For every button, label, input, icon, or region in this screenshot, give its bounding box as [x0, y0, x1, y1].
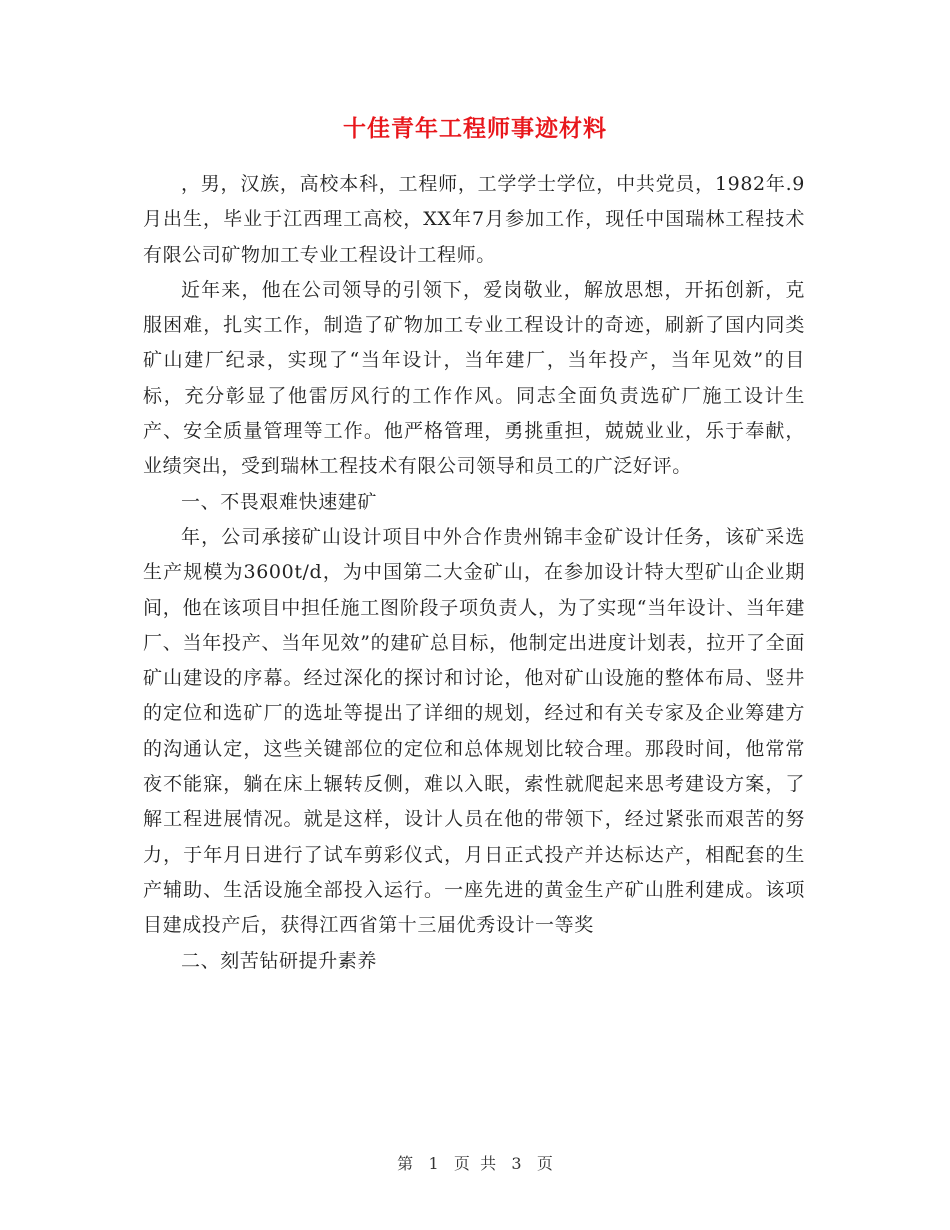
paragraph-intro: ，男，汉族，高校本科，工程师，工学学士学位，中共党员，1982年.9月出生，毕业于江西理工高校，XX年7月参加工作，现任中国瑞林工程技术有限公司矿物加工专业工程设计工程师。 [143, 173, 805, 266]
footer-suffix: 页 [536, 1154, 553, 1173]
document-body [143, 167, 805, 979]
document-title: 十佳青年工程师事迹材料 [343, 115, 607, 142]
footer-prefix: 第 [397, 1154, 414, 1173]
footer-page-number: 1 [428, 1154, 439, 1173]
page-footer [0, 1152, 950, 1176]
paragraph-project: 年，公司承接矿山设计项目中外合作贵州锦丰金矿设计任务，该矿采选生产规模为3600t/d，为中国第二大金矿山，在参加设计特大型矿山企业期间，他在该项目中担任施工图阶段子项负责人，为了实现“当年设计、当年建厂、当年投产、当年见效”的建矿总目标，他制定出进度计划表，拉开了全面矿山建设的序幕。经过深化的探讨和讨论，他对矿山设施的整体布局、竖井的定位和选矿厂的选址等提出了详细的规划，经过和有关专家及企业筹建方的沟通认定，这些关键部位的定位和总体规划比较合理。那段时间，他常常夜不能寐，躺在床上辗转反侧，难以入眠，索性就爬起来思考建设方案，了解工程进展情况。就是这样，设计人员在他的带领下，经过紧张而艰苦的努力，于年月日进行了试车剪彩仪式，月日正式投产并达标达产，相配套的生产辅助、生活设施全部投入运行。一座先进的黄金生产矿山胜利建成。该项目建成投产后，获得江西省第十三届优秀设计一等奖 [143, 525, 805, 937]
footer-total-pages: 3 [511, 1154, 522, 1173]
paragraph-recent-years: 近年来，他在公司领导的引领下，爱岗敬业，解放思想，开拓创新，克服困难，扎实工作，制造了矿物加工专业工程设计的奇迹，刷新了国内同类矿山建厂纪录，实现了“当年设计，当年建厂，当年投产，当年见效”的目标，充分彰显了他雷厉风行的工作作风。同志全面负责选矿厂施工设计生产、安全质量管理等工作。他严格管理，勇挑重担，兢兢业业，乐于奉献，业绩突出，受到瑞林工程技术有限公司领导和员工的广泛好评。 [143, 278, 805, 478]
footer-middle: 页 共 [453, 1154, 497, 1173]
section-heading-1: 一、不畏艰难快速建矿 [181, 490, 378, 513]
section-heading-2: 二、刻苦钻研提升素养 [181, 949, 378, 972]
